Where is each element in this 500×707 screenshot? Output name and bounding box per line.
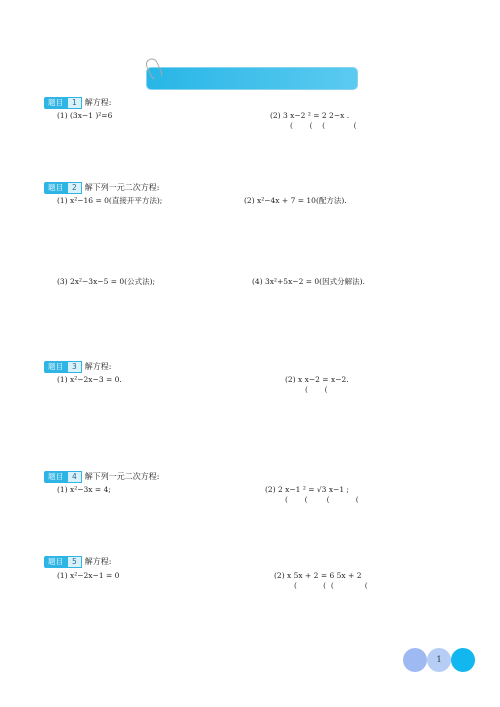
problem-number: 2 (67, 182, 82, 194)
problem-1-item-2: (2) 3 x−2 ² = 2 2−x . (270, 111, 350, 120)
problem-number: 5 (67, 556, 82, 568)
header-banner (146, 67, 358, 90)
paren-row: ( ( (305, 385, 328, 394)
problem-3-item-2: (2) x x−2 = x−2. (285, 375, 349, 384)
problem-label: 题目 (44, 471, 67, 483)
problem-number: 1 (67, 97, 82, 109)
problem-instruction: 解下列一元二次方程: (84, 183, 160, 192)
problem-3-item-1: (1) x²−2x−3 = 0. (57, 375, 122, 384)
problem-instruction: 解方程: (84, 362, 112, 371)
problem-label: 题目 (44, 97, 67, 109)
problem-instruction: 解方程: (84, 557, 112, 566)
paren-row: ( ( ( ( (294, 581, 368, 590)
problem-2-item-3: (3) 2x²−3x−5 = 0(公式法); (57, 277, 156, 286)
problem-instruction: 解方程: (84, 98, 112, 107)
problem-label: 题目 (44, 556, 67, 568)
problem-4-header (44, 471, 159, 483)
problem-2-item-1: (1) x²−16 = 0(直接开平方法); (57, 196, 163, 205)
decor-dot (451, 648, 475, 672)
problem-3-header (44, 361, 111, 373)
page-number: 1 (436, 655, 442, 664)
problem-5-header (44, 556, 111, 568)
problem-1-item-1: (1) (3x−1 )²=6 (57, 111, 113, 120)
problem-5-item-1: (1) x²−2x−1 = 0 (57, 571, 120, 580)
problem-number: 4 (67, 471, 82, 483)
problem-label: 题目 (44, 361, 67, 373)
page-indicator (403, 648, 475, 672)
problem-2-item-2: (2) x²−4x + 7 = 10(配方法). (244, 196, 347, 205)
problem-5-item-2: (2) x 5x + 2 = 6 5x + 2 (274, 571, 362, 580)
problem-1-header (44, 97, 111, 109)
problem-label: 题目 (44, 182, 67, 194)
paren-row: ( ( ( ( (285, 495, 359, 504)
problem-2-item-4: (4) 3x²+5x−2 = 0(因式分解法). (252, 277, 365, 286)
problem-2-header (44, 182, 159, 194)
problem-instruction: 解下列一元二次方程: (84, 472, 160, 481)
problem-4-item-2: (2) 2 x−1 ² = √3 x−1 ; (265, 485, 350, 494)
problem-4-item-1: (1) x²−3x = 4; (57, 485, 111, 494)
decor-dot (403, 648, 427, 672)
paren-row: ( ( ( ( (290, 121, 357, 130)
problem-number: 3 (67, 361, 82, 373)
